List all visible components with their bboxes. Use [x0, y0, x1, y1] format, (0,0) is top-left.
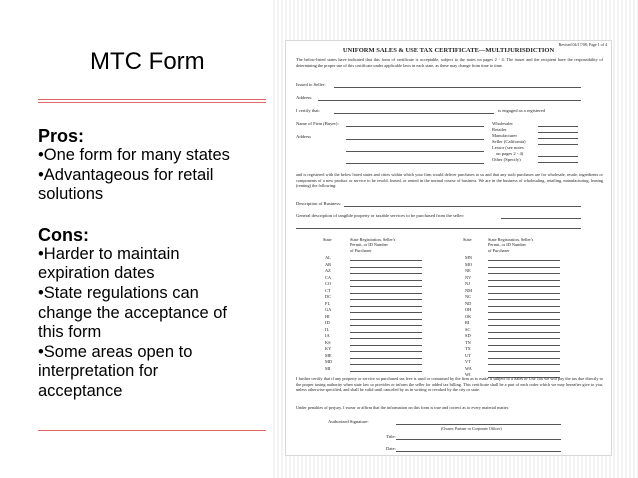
registration-line [350, 371, 422, 372]
firm-address-line-2 [346, 151, 484, 152]
state-code: ME [325, 352, 332, 358]
firm-address-line-3 [346, 163, 484, 164]
firm-address-label: Address [296, 134, 312, 139]
firm-address-line-1 [346, 139, 484, 140]
reg-header-line: State Registration, Seller's [488, 237, 534, 242]
spacer [38, 205, 268, 225]
state-code: NC [465, 294, 472, 299]
state-col-header-right: State [463, 237, 472, 242]
state-code: IA [325, 333, 330, 338]
slide-body [38, 126, 268, 402]
role-line [538, 162, 578, 163]
issued-to-line [334, 87, 581, 88]
certify-label: I certify that: [296, 108, 320, 113]
state-code: MI [325, 365, 331, 371]
state-code: ID [325, 320, 330, 325]
slide-title: MTC Form [90, 48, 205, 75]
cons-line: this form [38, 323, 102, 342]
registration-line [488, 273, 560, 274]
firm-name-line [346, 126, 484, 127]
registration-line [488, 338, 560, 339]
registration-line [350, 358, 422, 359]
state-col-header-left: State [323, 237, 332, 242]
registration-line [350, 267, 422, 268]
state-code: TX [465, 346, 471, 351]
reg-header-line: Permit, or ID Number [350, 242, 388, 248]
role-other: Other (Specify) [492, 157, 521, 162]
mtc-form-image [285, 40, 612, 456]
state-code: MN [465, 255, 473, 260]
role-line [538, 138, 578, 139]
state-code: WA [465, 365, 472, 371]
address-label: Address: [296, 95, 313, 100]
cons-heading: Cons: [38, 224, 89, 245]
state-code: WI [465, 372, 471, 377]
state-code: CA [325, 274, 332, 280]
certify-line [334, 113, 494, 114]
registration-line [350, 306, 422, 307]
cons-line: change the acceptance of [38, 303, 227, 322]
cons-line: acceptance [38, 381, 123, 400]
reg-header-line: of Purchaser [488, 247, 510, 253]
registration-line [350, 332, 422, 333]
registration-line [350, 260, 422, 261]
pros-heading: Pros: [38, 126, 85, 146]
reg-col-header-left [350, 237, 395, 253]
registration-line [488, 351, 560, 352]
general-desc-label: General description of tangible property or taxable services to be purchased from the seller: [296, 213, 465, 218]
registration-line [488, 345, 560, 346]
state-code: UT [465, 352, 471, 358]
registration-line [350, 293, 422, 294]
registration-line [488, 358, 560, 359]
state-code: DC [325, 294, 332, 299]
state-code: CT [325, 287, 331, 293]
state-code: KY [325, 346, 332, 351]
state-code: CO [325, 281, 332, 286]
state-code: FL [325, 300, 331, 306]
business-desc-label: Description of Business: [296, 201, 342, 206]
revision-note: Revised 04/17/08; Page 1 of 4 [558, 42, 607, 47]
pros-line: solutions [38, 185, 104, 204]
role-line [538, 156, 578, 157]
signature-line [396, 424, 561, 425]
registration-line [488, 293, 560, 294]
state-code: AR [325, 261, 332, 267]
registration-line [488, 260, 560, 261]
state-code: NJ [465, 281, 470, 286]
state-code: NE [465, 268, 471, 273]
general-desc-line [501, 218, 581, 219]
role-retailer: Retailer [492, 127, 507, 132]
state-code: MO [465, 261, 473, 267]
registration-line [350, 299, 422, 300]
state-code: HI [325, 313, 330, 319]
reg-header-line: Permit, or ID Number [488, 242, 526, 248]
cons-line: •Harder to maintain [38, 244, 180, 263]
date-label: Date: [386, 446, 396, 451]
role-seller: Seller (California) [492, 139, 526, 144]
state-code: OK [465, 313, 472, 319]
authorized-signature-label: Authorized Signature: [328, 419, 369, 424]
role-lessor-note: on pages 2 - 4) [496, 151, 524, 156]
role-lessor: Lessor (see notes [492, 145, 524, 150]
registration-line [350, 364, 422, 365]
state-code: AL [325, 255, 331, 260]
registration-line [350, 351, 422, 352]
role-manufacturer: Manufacturer [492, 133, 517, 138]
state-code: VT [465, 359, 471, 364]
registered-paragraph: and is registered with the below listed states and cities within which your firm would deliver purchases to us and that any such purchases are for wholesale, resale, ingredients or components of a new product or service to be resold, leased, or rented in the normal course of business. We are in the business of wholesaling, retailing, manufacturing, leasing (renting) the following: [296, 172, 603, 189]
title-line [396, 439, 561, 440]
business-desc-line [344, 206, 581, 207]
issued-to-label: Issued to Seller: [296, 82, 326, 87]
left-panel [0, 0, 273, 478]
footer-divider [38, 430, 266, 431]
state-code: RI [465, 320, 470, 325]
firm-name-label: Name of Firm (Buyer): [296, 121, 339, 126]
cons-line: interpretation for [38, 362, 159, 381]
state-code: OH [465, 307, 472, 312]
registration-line [488, 286, 560, 287]
registration-line [350, 280, 422, 281]
state-code: GA [325, 307, 332, 312]
registration-line [488, 312, 560, 313]
state-code: NV [465, 274, 472, 280]
registration-line [488, 267, 560, 268]
title-divider-bottom [38, 102, 266, 103]
title-label: Title: [386, 434, 396, 439]
registration-line [350, 345, 422, 346]
title-divider-top [38, 99, 266, 100]
registration-line [350, 325, 422, 326]
registration-line [488, 299, 560, 300]
state-code: AZ [325, 268, 331, 273]
registration-line [488, 364, 560, 365]
registration-line [350, 319, 422, 320]
reg-col-header-right [488, 237, 533, 253]
registration-line [350, 338, 422, 339]
owner-note: (Owner, Partner or Corporate Officer) [441, 426, 502, 431]
registration-line [488, 280, 560, 281]
intro-paragraph: The below-listed states have indicated that this form of certificate is acceptable, subject to the notes on pages 2 - 4. The issuer and the recipient have the responsibility of determining the proper use of this certificate under applicable laws in each state, as these may change from time to time. [296, 57, 603, 68]
state-code: SD [465, 333, 471, 338]
role-line [538, 132, 578, 133]
state-code: SC [465, 326, 471, 332]
state-code: ND [465, 300, 472, 306]
pros-line: •Advantageous for retail [38, 165, 214, 184]
registration-line [350, 273, 422, 274]
date-line [396, 451, 561, 452]
registration-line [350, 312, 422, 313]
address-line [318, 100, 581, 101]
state-code: KS [325, 339, 331, 345]
registration-line [488, 319, 560, 320]
further-certify-paragraph: I further certify that if any property or service so purchased tax free is used or consumed by the firm as to make it subject to a Sales or Use Tax we will pay the tax due directly to the proper taxing authority when state law so provides or inform the seller for added tax billing. This certificate shall be a part of each order which we may hereafter give to you, unless otherwise specified, and shall be valid until canceled by us in writing or revoked by the city or state. [296, 376, 603, 393]
state-code: NM [465, 287, 473, 293]
state-code: IL [325, 326, 330, 332]
pros-line: •One form for many states [38, 146, 230, 164]
role-line [538, 144, 578, 145]
general-desc-line-2 [296, 228, 581, 229]
perjury-paragraph: Under penalties of perjury, I swear or affirm that the information on this form is true and correct as to every material matter. [296, 405, 509, 410]
form-title: UNIFORM SALES & USE TAX CERTIFICATE—MULTIJURISDICTION [342, 47, 555, 54]
engaged-text: is engaged as a registered [498, 108, 545, 113]
role-line [538, 126, 578, 127]
state-code: MD [325, 359, 333, 364]
registration-line [488, 371, 560, 372]
registration-line [488, 306, 560, 307]
reg-header-line: of Purchaser [350, 247, 372, 253]
role-wholesaler: Wholesaler [492, 121, 513, 126]
registration-line [488, 325, 560, 326]
cons-line: •State regulations can [38, 283, 199, 302]
state-code: TN [465, 339, 471, 345]
reg-header-line: State Registration, Seller's [350, 237, 396, 242]
registration-line [350, 286, 422, 287]
cons-line: expiration dates [38, 264, 155, 283]
registration-line [488, 332, 560, 333]
cons-line: •Some areas open to [38, 342, 193, 361]
